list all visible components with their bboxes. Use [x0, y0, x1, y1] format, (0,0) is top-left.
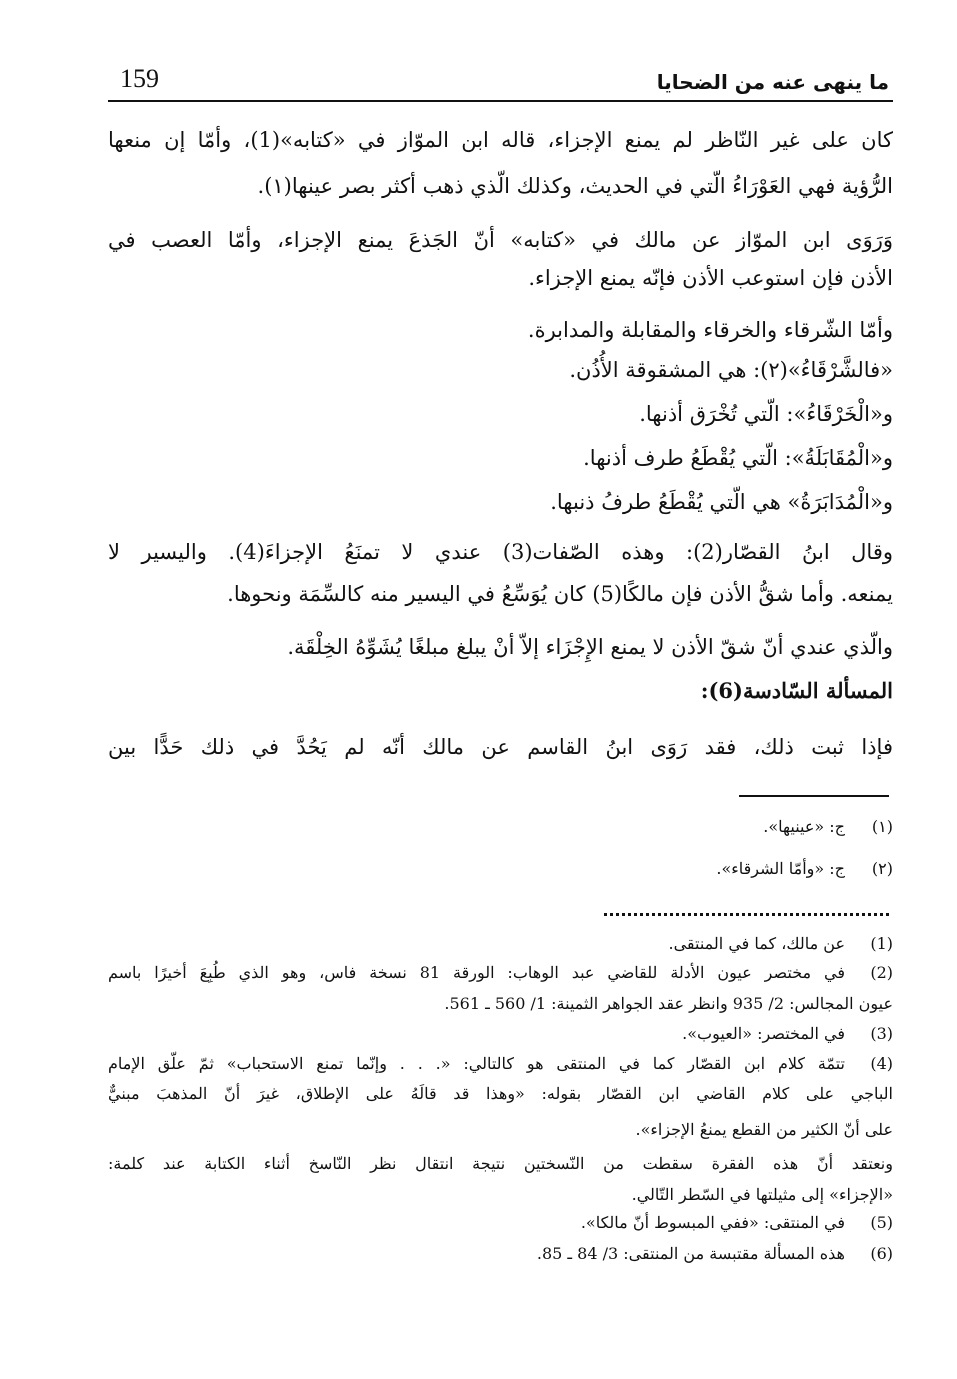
body-line: والّذي عندي أنّ شقّ الأذن لا يمنع الإِجْزَاء إلاّ أنْ يبلغ مبلغًا يُشَوِّهُ الخِلْقَة. [287, 635, 893, 659]
footnote-mark: (2) [870, 963, 893, 982]
body-line: و«الْمُقَابَلَةُ»: الّتي يُقْطَعُ طرف أذنها. [583, 446, 893, 470]
footnote-text: عن مالك، كما في المنتقى. [668, 934, 845, 953]
footnote-text: على أنّ الكثير من القطع يمنعُ الإجزاء». [635, 1120, 893, 1139]
footnote-text: تتمّة كلام ابن القصّار كما في المنتقى هو كالتالي: «. . . وإنّما تمنع الاستحباب» ثمّ علّق الإمام [108, 1054, 846, 1073]
body-line: الرُّؤية فهي العَوْرَاءُ الّتي في الحديث، وكذلك الّذي ذهب أكثر بصر عينها(١). [257, 174, 893, 198]
footnote-text: ونعتقد أنّ هذه الفقرة سقطت من النّسختين نتيجة انتقال نظر النّاسخ أثناء الكتابة عند كلمة: [108, 1154, 893, 1173]
body-line: «فالشَّرْقَاءُ»(٢): هي المشقوقة الأُذُن. [569, 358, 893, 382]
footnote-text: ج: «عينيها». [763, 817, 845, 836]
footnote-mark: (1) [870, 934, 893, 953]
footnote-mark: (5) [870, 1213, 893, 1232]
body-line: وقال ابنُ القصّار(2): وهذه الصّفات(3) عندي لا تمنَعُ الإجزاءَ(4). واليسير لا [108, 540, 893, 564]
footnote-mark: (4) [870, 1054, 893, 1073]
footnote-mark: (6) [870, 1244, 893, 1263]
body-line: وَرَوَى ابن الموّاز عن مالك في «كتابه» أنّ الجَذعَ يمنع الإجزاء، وأمّا العصب في [108, 228, 893, 252]
footnote-text: هذه المسألة مقتبسة من المنتقى: 3/ 84 ـ 85. [536, 1244, 845, 1263]
header-rule [108, 100, 893, 102]
footnote-mark: (١) [871, 817, 893, 836]
body-line: يمنعه. وأما شقُّ الأذن فإن مالكًا(5) كان يُوَسِّعُ في اليسير منه كالسِّمَة ونحوها. [227, 582, 893, 606]
dotted-separator [604, 913, 889, 916]
footnote-text: عيون المجالس: 2/ 935 وانظر عقد الجواهر الثمينة: 1/ 560 ـ 561. [444, 994, 893, 1013]
body-line: فإذا ثبت ذلك، فقد رَوَى ابنُ القاسم عن مالك أنّه لم يَحُدَّ في ذلك حَدًّا بين [108, 735, 893, 759]
running-title: ما ينهى عنه من الضحايا [656, 70, 889, 94]
footnote-text: في المختصر: «العيوب». [682, 1024, 845, 1043]
footnote-text: في المنتقى: «ففي المبسوط أنّ مالكا». [580, 1213, 845, 1232]
body-line: و«الْمُدَابَرَةُ» هي الّتي يُقْطَعُ طرفُ ذنبها. [550, 490, 893, 514]
footnote-separator [739, 795, 889, 797]
body-line: و«الْخَرْقَاءُ»: الّتي تُخْرَق أذنها. [639, 402, 893, 426]
footnote-text: في مختصر عيون الأدلة للقاضي عبد الوهاب: الورقة 81 نسخة فاس، وهو الذي طُبِعَ أخيرًا باسم [108, 963, 845, 982]
section-heading: المسألة السّادسة(6): [700, 678, 893, 703]
page-number: 159 [120, 64, 159, 93]
body-line: وأمّا الشّرقاء والخرقاء والمقابلة والمدابرة. [527, 318, 893, 342]
footnote-text: «الإجزاء» إلى مثيلتها في السّطر التّالي. [631, 1185, 893, 1204]
body-line: كان على غير النّاظر لم يمنع الإجزاء، قاله ابن الموّاز في «كتابه»(1)، وأمّا إن منعها [108, 128, 894, 152]
footnote-mark: (3) [870, 1024, 893, 1043]
footnote-mark: (٢) [871, 859, 893, 878]
footnote-text: الباجي على كلام القاضي ابن القصّار بقوله: «وهذا قد قالَهُ على الإطلاق، غيرَ أنّ المذهبَ مبنيٌّ [108, 1084, 894, 1103]
body-line: الأذن فإن استوعب الأذن فإنّه يمنع الإجزاء. [528, 266, 893, 290]
footnote-text: ج: «وأمّا الشرقاء». [716, 859, 845, 878]
